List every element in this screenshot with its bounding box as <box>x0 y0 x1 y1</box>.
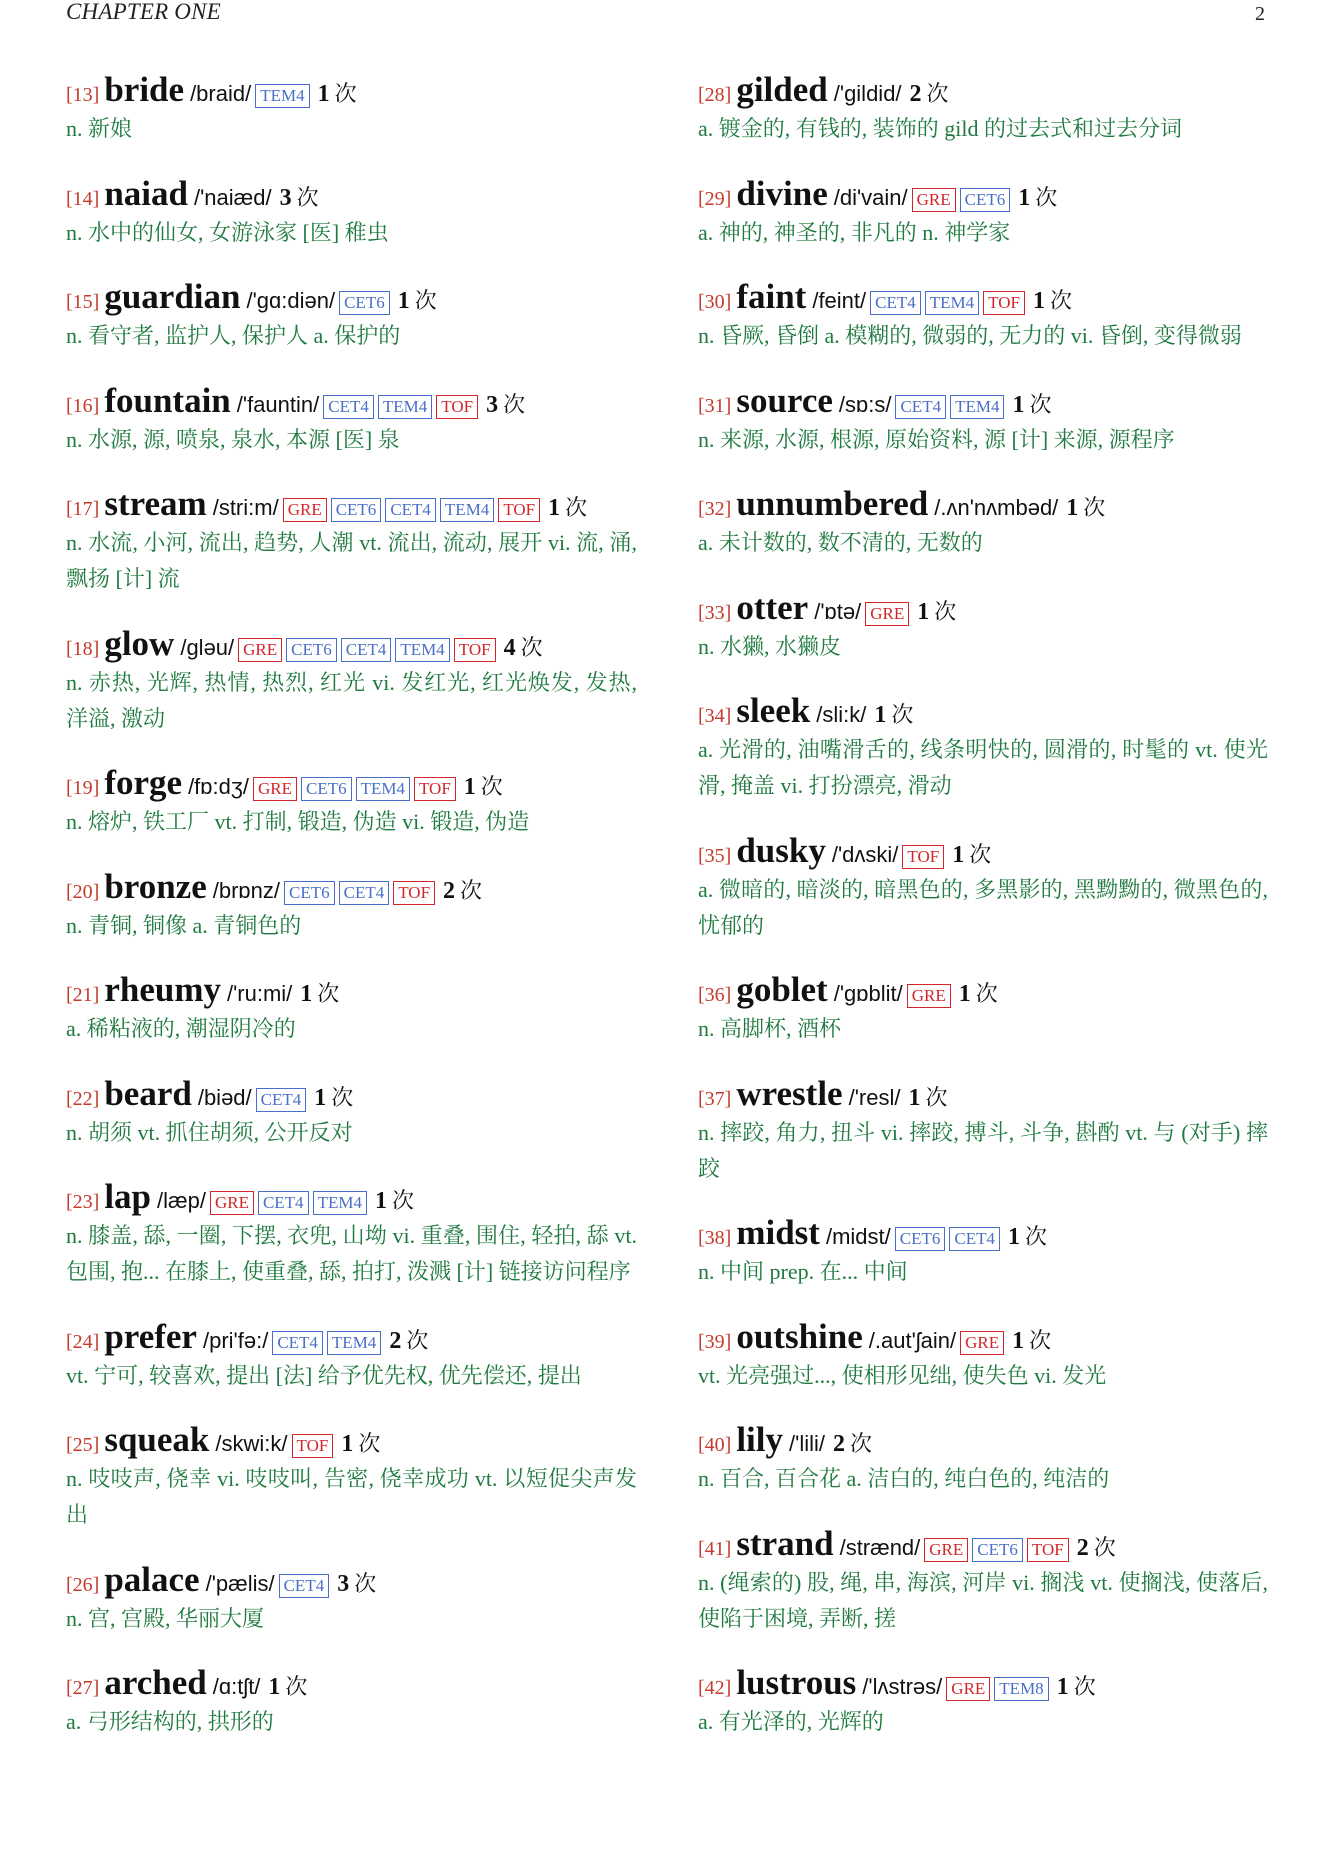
exam-tag-badge: TEM4 <box>395 638 449 662</box>
entry-header <box>698 969 1268 1011</box>
dictionary-entry <box>698 69 1268 147</box>
exam-tag-badge: GRE <box>912 188 956 212</box>
phonetic: /'fauntin/ <box>236 391 320 417</box>
occurrence-unit: 次 <box>331 1084 354 1110</box>
exam-tag-badge: TEM4 <box>356 777 410 801</box>
phonetic: /midst/ <box>825 1224 891 1249</box>
occurrence-unit: 次 <box>296 184 319 210</box>
exam-tag-badge: TEM4 <box>255 84 309 108</box>
entry-index: [16] <box>66 394 100 417</box>
exam-tag-badge: TEM4 <box>925 291 979 315</box>
definition: a. 微暗的, 暗淡的, 暗黑色的, 多黑影的, 黑黝黝的, 微黑色的, 忧郁的 <box>698 876 1268 938</box>
headword: squeak <box>104 1420 210 1459</box>
occurrence-count: 4 <box>503 634 516 661</box>
occurrence-count: 3 <box>486 391 499 418</box>
entry-index: [26] <box>66 1573 100 1596</box>
definition: n. 膝盖, 舔, 一圈, 下摆, 衣兜, 山坳 vi. 重叠, 围住, 轻拍, 舔 vt. 包围, 抱... 在膝上, 使重叠, 舔, 拍打, 泼溅 [计] 链接访问程序 <box>66 1223 637 1284</box>
entry-header <box>66 1073 637 1115</box>
exam-tag-badge: CET6 <box>284 881 335 905</box>
occurrence-unit: 次 <box>1083 495 1106 520</box>
dictionary-entry <box>66 969 637 1047</box>
exam-tag-badge: TOF <box>1027 1538 1069 1562</box>
entry-index: [31] <box>698 394 732 417</box>
exam-tag-badge: CET6 <box>895 1227 946 1251</box>
entry-index: [27] <box>66 1677 100 1699</box>
occurrence-unit: 次 <box>565 495 588 520</box>
phonetic: /biəd/ <box>197 1084 252 1110</box>
exam-tag-badge: CET4 <box>870 291 921 315</box>
entry-index: [28] <box>698 84 732 106</box>
phonetic: /'lili/ <box>789 1431 825 1456</box>
exam-tag-badge: TEM4 <box>378 395 432 419</box>
headword: strand <box>736 1523 834 1563</box>
occurrence-count: 2 <box>1076 1534 1089 1561</box>
headword: sleek <box>736 691 811 730</box>
occurrence-count: 1 <box>1012 1327 1025 1354</box>
entry-header <box>698 1419 1268 1461</box>
occurrence-unit: 次 <box>850 1431 873 1456</box>
dictionary-entry <box>698 1212 1268 1290</box>
occurrence-count: 1 <box>874 702 887 728</box>
definition: n. 青铜, 铜像 a. 青铜色的 <box>66 912 302 938</box>
dictionary-entry <box>66 1316 637 1394</box>
exam-tag-badge: CET4 <box>256 1088 307 1112</box>
entry-header <box>66 69 637 111</box>
phonetic: /di'vain/ <box>833 184 908 210</box>
entry-index: [25] <box>66 1434 100 1456</box>
occurrence-count: 2 <box>443 877 456 904</box>
headword: fountain <box>104 380 231 420</box>
exam-tag-badge: GRE <box>924 1538 968 1562</box>
dictionary-entry <box>66 866 637 944</box>
entry-header <box>698 830 1268 872</box>
entry-index: [20] <box>66 880 100 903</box>
headword: bride <box>104 70 185 109</box>
headword: naiad <box>104 173 188 213</box>
entry-header <box>66 866 637 908</box>
definition: a. 稀粘液的, 潮湿阴冷的 <box>66 1016 296 1041</box>
headword: bronze <box>104 866 207 906</box>
exam-tag-badge: TEM4 <box>313 1191 367 1215</box>
phonetic: /'lʌstrəs/ <box>862 1674 943 1699</box>
occurrence-unit: 次 <box>926 81 949 106</box>
headword: unnumbered <box>736 484 929 523</box>
occurrence-unit: 次 <box>354 1570 377 1596</box>
headword: palace <box>104 1559 200 1599</box>
headword: divine <box>736 173 828 213</box>
entry-header <box>698 1316 1268 1358</box>
dictionary-entry <box>698 1662 1268 1740</box>
occurrence-unit: 次 <box>460 877 483 903</box>
occurrence-count: 1 <box>397 288 410 314</box>
entry-header <box>698 690 1268 732</box>
definition: n. 吱吱声, 侥幸 vi. 吱吱叫, 告密, 侥幸成功 vt. 以短促尖声发出 <box>66 1466 637 1527</box>
definition: a. 镀金的, 有钱的, 装饰的 gild 的过去式和过去分词 <box>698 116 1182 141</box>
dictionary-entry <box>66 69 637 147</box>
occurrence-count: 1 <box>314 1084 327 1111</box>
dictionary-entry <box>66 1073 637 1151</box>
entry-header <box>66 276 637 318</box>
phonetic: /feint/ <box>812 288 867 313</box>
definition: n. 摔跤, 角力, 扭斗 vi. 摔跤, 搏斗, 斗争, 斟酌 vt. 与 (对手) 摔跤 <box>698 1119 1268 1181</box>
exam-tag-badge: CET4 <box>385 498 436 522</box>
occurrence-count: 1 <box>341 1431 354 1457</box>
entry-header <box>66 1176 637 1218</box>
entry-index: [32] <box>698 498 732 520</box>
entry-header <box>698 276 1268 318</box>
headword: source <box>736 380 833 420</box>
exam-tag-badge: TOF <box>454 638 496 662</box>
phonetic: /'ɒtə/ <box>814 598 862 624</box>
exam-tag-badge: TOF <box>436 395 478 419</box>
entry-index: [19] <box>66 777 100 799</box>
exam-tag-badge: GRE <box>960 1331 1004 1355</box>
entry-header <box>698 173 1268 215</box>
definition: a. 光滑的, 油嘴滑舌的, 线条明快的, 圆滑的, 时髦的 vt. 使光滑, 掩盖 vi. 打扮漂亮, 滑动 <box>698 737 1268 798</box>
occurrence-count: 1 <box>548 495 561 521</box>
exam-tag-badge: GRE <box>865 602 909 626</box>
dictionary-entry <box>66 173 637 251</box>
phonetic: /sɒ:s/ <box>838 391 892 417</box>
dictionary-entry <box>66 762 637 840</box>
definition: n. 来源, 水源, 根源, 原始资料, 源 [计] 来源, 源程序 <box>698 426 1175 452</box>
exam-tag-badge: CET4 <box>323 395 374 419</box>
phonetic: /'gildid/ <box>833 81 902 106</box>
entry-index: [34] <box>698 705 732 727</box>
phonetic: /'dʌski/ <box>831 841 899 867</box>
dictionary-entry <box>698 1523 1268 1637</box>
dictionary-entry <box>698 690 1268 804</box>
definition: a. 弓形结构的, 拱形的 <box>66 1709 274 1734</box>
exam-tag-badge: TEM4 <box>950 395 1004 419</box>
occurrence-unit: 次 <box>520 634 543 660</box>
left-column <box>66 69 637 1766</box>
definition: vt. 宁可, 较喜欢, 提出 [法] 给予优先权, 优先偿还, 提出 <box>66 1362 582 1388</box>
occurrence-unit: 次 <box>1093 1534 1116 1560</box>
definition: n. 百合, 百合花 a. 洁白的, 纯白色的, 纯洁的 <box>698 1466 1110 1491</box>
definition: n. 水源, 源, 喷泉, 泉水, 本源 [医] 泉 <box>66 426 400 452</box>
definition: n. 水獭, 水獭皮 <box>698 633 842 659</box>
headword: prefer <box>104 1316 197 1356</box>
exam-tag-badge: CET4 <box>895 395 946 419</box>
entry-index: [22] <box>66 1087 100 1110</box>
occurrence-count: 1 <box>1056 1674 1069 1700</box>
occurrence-unit: 次 <box>975 981 998 1006</box>
entry-header <box>698 1662 1268 1704</box>
exam-tag-badge: TOF <box>414 777 456 801</box>
entry-header <box>698 1212 1268 1254</box>
exam-tag-badge: CET4 <box>258 1191 309 1215</box>
definition: n. 昏厥, 昏倒 a. 模糊的, 微弱的, 无力的 vi. 昏倒, 变得微弱 <box>698 323 1242 348</box>
headword: arched <box>104 1663 207 1702</box>
definition: n. 中间 prep. 在... 中间 <box>698 1259 908 1284</box>
exam-tag-badge: CET6 <box>301 777 352 801</box>
entry-index: [21] <box>66 984 100 1006</box>
occurrence-unit: 次 <box>503 391 526 417</box>
entry-header <box>66 969 637 1011</box>
headword: lily <box>736 1420 784 1459</box>
phonetic: /pri'fə:/ <box>202 1327 269 1353</box>
entry-index: [17] <box>66 498 100 520</box>
occurrence-unit: 次 <box>1073 1674 1096 1699</box>
phonetic: /skwi:k/ <box>215 1431 288 1456</box>
phonetic: /braid/ <box>190 81 252 106</box>
occurrence-count: 1 <box>1018 184 1031 211</box>
dictionary-entry <box>698 173 1268 251</box>
entry-header <box>698 1073 1268 1115</box>
dictionary-entry <box>698 276 1268 354</box>
phonetic: /'naiæd/ <box>193 184 272 210</box>
entry-index: [41] <box>698 1537 732 1560</box>
occurrence-unit: 次 <box>334 81 357 106</box>
entry-header <box>66 1316 637 1358</box>
headword: lustrous <box>736 1663 857 1702</box>
exam-tag-badge: TEM4 <box>440 498 494 522</box>
exam-tag-badge: CET6 <box>960 188 1011 212</box>
headword: dusky <box>736 830 826 870</box>
headword: faint <box>736 277 807 316</box>
occurrence-unit: 次 <box>285 1674 308 1699</box>
phonetic: /læp/ <box>157 1188 206 1213</box>
definition: a. 神的, 神圣的, 非凡的 n. 神学家 <box>698 219 1011 245</box>
phonetic: /'resl/ <box>848 1084 901 1110</box>
headword: guardian <box>104 277 241 316</box>
entry-index: [29] <box>698 187 732 210</box>
dictionary-entry <box>66 1559 637 1637</box>
phonetic: /'gɑ:diən/ <box>246 288 336 313</box>
entry-index: [40] <box>698 1434 732 1456</box>
headword: lap <box>104 1177 152 1216</box>
phonetic: /fɒ:dʒ/ <box>188 774 249 799</box>
dictionary-entry <box>698 483 1268 561</box>
dictionary-entry <box>698 1073 1268 1187</box>
entry-index: [18] <box>66 637 100 660</box>
exam-tag-badge: GRE <box>210 1191 254 1215</box>
exam-tag-badge: CET6 <box>972 1538 1023 1562</box>
entry-index: [14] <box>66 187 100 210</box>
entry-header <box>66 1559 637 1601</box>
headword: midst <box>736 1213 820 1252</box>
phonetic: /ɑ:tʃt/ <box>212 1674 261 1699</box>
exam-tag-badge: TOF <box>983 291 1025 315</box>
occurrence-count: 1 <box>1032 288 1045 314</box>
definition: n. 水中的仙女, 女游泳家 [医] 稚虫 <box>66 219 389 245</box>
exam-tag-badge: GRE <box>946 1677 990 1701</box>
headword: gilded <box>736 70 828 109</box>
dictionary-entry <box>698 830 1268 944</box>
phonetic: /'ru:mi/ <box>226 981 293 1006</box>
exam-tag-badge: CET4 <box>339 881 390 905</box>
occurrence-unit: 次 <box>934 598 957 624</box>
phonetic: /strænd/ <box>839 1534 921 1560</box>
occurrence-count: 3 <box>337 1570 350 1597</box>
headword: otter <box>736 587 809 627</box>
occurrence-count: 1 <box>1007 1224 1020 1250</box>
occurrence-count: 1 <box>952 841 965 868</box>
entry-header <box>698 380 1268 422</box>
entry-header <box>66 173 637 215</box>
running-head-chapter: CHAPTER ONE <box>66 0 221 24</box>
entry-index: [24] <box>66 1330 100 1353</box>
dictionary-entry <box>66 1176 637 1290</box>
definition: n. 水流, 小河, 流出, 趋势, 人潮 vt. 流出, 流动, 展开 vi. 流, 涌, 飘扬 [计] 流 <box>66 530 637 591</box>
exam-tag-badge: TOF <box>498 498 540 522</box>
occurrence-count: 1 <box>958 981 971 1007</box>
definition: n. 高脚杯, 酒杯 <box>698 1016 842 1041</box>
definition: n. 看守者, 监护人, 保护人 a. 保护的 <box>66 323 401 348</box>
exam-tag-badge: TEM8 <box>994 1677 1048 1701</box>
dictionary-entry <box>66 483 637 597</box>
occurrence-unit: 次 <box>317 981 340 1006</box>
entry-index: [36] <box>698 984 732 1006</box>
entry-index: [42] <box>698 1677 732 1699</box>
definition: n. 新娘 <box>66 116 133 141</box>
entry-index: [37] <box>698 1087 732 1110</box>
definition: n. 熔炉, 铁工厂 vt. 打制, 锻造, 伪造 vi. 锻造, 伪造 <box>66 809 530 834</box>
phonetic: /'pælis/ <box>205 1570 275 1596</box>
definition: a. 未计数的, 数不清的, 无数的 <box>698 530 983 555</box>
occurrence-unit: 次 <box>1029 1327 1052 1353</box>
entry-header <box>66 380 637 422</box>
definition: n. 胡须 vt. 抓住胡须, 公开反对 <box>66 1119 353 1145</box>
phonetic: /sli:k/ <box>816 702 867 727</box>
headword: forge <box>104 763 183 802</box>
phonetic: /stri:m/ <box>212 495 279 520</box>
occurrence-unit: 次 <box>1029 391 1052 417</box>
occurrence-count: 1 <box>908 1084 921 1111</box>
definition: n. 宫, 宫殿, 华丽大厦 <box>66 1605 265 1631</box>
entry-index: [35] <box>698 844 732 867</box>
dictionary-entry <box>66 1662 637 1740</box>
occurrence-unit: 次 <box>1035 184 1058 210</box>
entry-index: [39] <box>698 1330 732 1353</box>
occurrence-count: 1 <box>317 81 330 107</box>
occurrence-unit: 次 <box>414 288 437 313</box>
occurrence-unit: 次 <box>1024 1224 1047 1249</box>
entry-header <box>698 69 1268 111</box>
entry-index: [33] <box>698 601 732 624</box>
occurrence-unit: 次 <box>969 841 992 867</box>
entry-header <box>66 1662 637 1704</box>
occurrence-unit: 次 <box>891 702 914 727</box>
exam-tag-badge: CET6 <box>286 638 337 662</box>
exam-tag-badge: CET4 <box>279 1574 330 1598</box>
headword: goblet <box>736 970 828 1009</box>
exam-tag-badge: CET4 <box>272 1331 323 1355</box>
exam-tag-badge: TEM4 <box>327 1331 381 1355</box>
occurrence-unit: 次 <box>358 1431 381 1456</box>
entry-header <box>698 1523 1268 1565</box>
dictionary-entry <box>698 380 1268 458</box>
entry-index: [30] <box>698 291 732 313</box>
exam-tag-badge: GRE <box>238 638 282 662</box>
occurrence-count: 2 <box>833 1431 845 1457</box>
dictionary-entry <box>698 587 1268 665</box>
occurrence-count: 2 <box>909 81 922 107</box>
occurrence-count: 1 <box>1012 391 1025 418</box>
entry-header <box>698 587 1268 629</box>
exam-tag-badge: CET4 <box>341 638 392 662</box>
phonetic: /gləu/ <box>180 634 235 660</box>
occurrence-count: 1 <box>268 1674 281 1700</box>
occurrence-count: 1 <box>463 774 476 800</box>
phonetic: /.ʌn'nʌmbəd/ <box>934 495 1059 520</box>
entry-header <box>66 1419 637 1461</box>
dictionary-entry <box>66 623 637 737</box>
exam-tag-badge: GRE <box>907 984 951 1008</box>
definition: vt. 光亮强过..., 使相形见绌, 使失色 vi. 发光 <box>698 1362 1107 1388</box>
entry-index: [38] <box>698 1227 732 1249</box>
occurrence-count: 1 <box>300 981 313 1007</box>
exam-tag-badge: TOF <box>292 1434 334 1458</box>
entry-index: [23] <box>66 1191 100 1213</box>
entry-header <box>66 483 637 525</box>
dictionary-entry <box>698 1419 1268 1497</box>
definition: a. 有光泽的, 光辉的 <box>698 1709 884 1734</box>
entry-header <box>66 762 637 804</box>
phonetic: /brɒnz/ <box>212 877 280 903</box>
headword: stream <box>104 484 207 523</box>
occurrence-count: 1 <box>374 1188 387 1214</box>
exam-tag-badge: CET6 <box>331 498 382 522</box>
occurrence-unit: 次 <box>480 774 503 799</box>
phonetic: /.aut'ʃain/ <box>868 1327 957 1353</box>
dictionary-entry <box>66 380 637 458</box>
headword: beard <box>104 1073 192 1113</box>
exam-tag-badge: CET6 <box>339 291 390 315</box>
headword: wrestle <box>736 1073 843 1113</box>
occurrence-count: 1 <box>1066 495 1079 521</box>
phonetic: /'gɒblit/ <box>833 981 903 1006</box>
exam-tag-badge: TOF <box>393 881 435 905</box>
right-column <box>698 69 1268 1766</box>
exam-tag-badge: GRE <box>283 498 327 522</box>
dictionary-entry <box>698 1316 1268 1394</box>
occurrence-unit: 次 <box>925 1084 948 1110</box>
entry-header <box>66 623 637 665</box>
occurrence-count: 2 <box>389 1327 402 1354</box>
exam-tag-badge: TOF <box>902 845 944 869</box>
occurrence-unit: 次 <box>391 1188 414 1213</box>
entry-index: [15] <box>66 291 100 313</box>
occurrence-unit: 次 <box>406 1327 429 1353</box>
entry-index: [13] <box>66 84 100 106</box>
exam-tag-badge: CET4 <box>949 1227 1000 1251</box>
occurrence-unit: 次 <box>1049 288 1072 313</box>
page-number: 2 <box>1255 3 1265 25</box>
entry-header <box>698 483 1268 525</box>
exam-tag-badge: GRE <box>253 777 297 801</box>
occurrence-count: 3 <box>279 184 292 211</box>
dictionary-entry <box>66 276 637 354</box>
headword: glow <box>104 623 175 663</box>
dictionary-entry <box>698 969 1268 1047</box>
occurrence-count: 1 <box>917 598 930 625</box>
dictionary-entry <box>66 1419 637 1533</box>
headword: outshine <box>736 1316 863 1356</box>
definition: n. 赤热, 光辉, 热情, 热烈, 红光 vi. 发红光, 红光焕发, 发热, 洋溢, 激动 <box>66 669 637 731</box>
definition: n. (绳索的) 股, 绳, 串, 海滨, 河岸 vi. 搁浅 vt. 使搁浅, 使落后, 使陷于困境, 弄断, 搓 <box>698 1569 1268 1631</box>
headword: rheumy <box>104 970 221 1009</box>
